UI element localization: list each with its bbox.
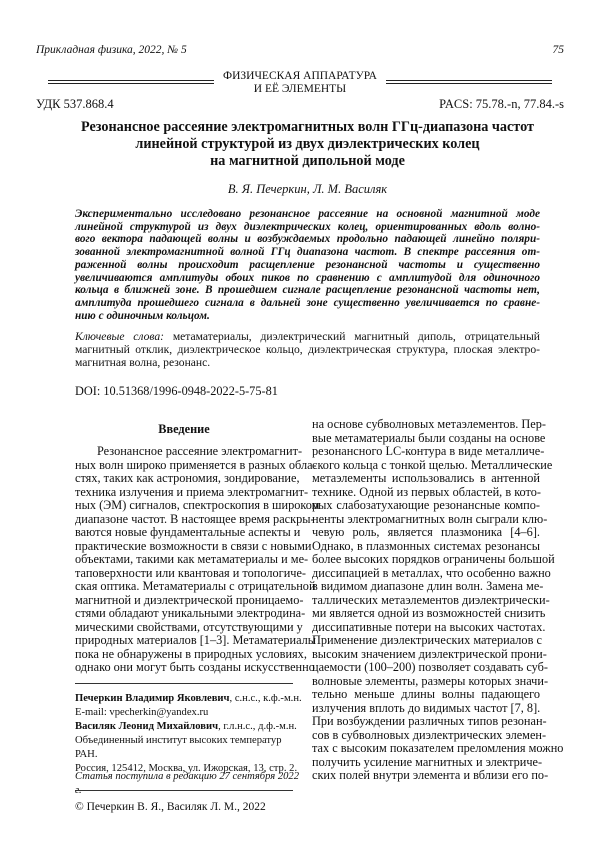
text-line: на основе субволновых метаэлементов. Пер-: [312, 418, 540, 432]
page-number: 75: [553, 44, 565, 56]
text-line: однако они могут быть созданы искусственно: [75, 661, 293, 675]
authors: В. Я. Печеркин, Л. М. Василяк: [75, 182, 540, 197]
text-line: амплитуда прошедшего сигнала в дальней зоне существенно увеличивается по сравне-: [75, 297, 540, 310]
text-line: в видимом диапазоне длин волн. Замена ме-: [312, 580, 540, 594]
footnote-authors: [75, 692, 305, 776]
received-date: Статья поступила в редакцию 27 сентября 2022 г.: [75, 770, 305, 798]
section-rule-left: [48, 80, 214, 84]
text-line: стями обладают уникальными электродина-: [75, 607, 293, 621]
section-heading: [220, 70, 380, 96]
text-line: сов в субволновых диэлектрических элемен-: [312, 729, 540, 743]
text-line: вого вектора падающей волны и возбуждаемых продольно падающей линейно поляри-: [75, 233, 540, 246]
keywords-label: Ключевые слова:: [75, 330, 164, 343]
copyright: © Печеркин В. Я., Василяк Л. М., 2022: [75, 800, 305, 814]
text-line: ских полей внутри элемента и вблизи его по-: [312, 769, 540, 783]
text-line: таповерхности или квантовая и топологиче-: [75, 567, 293, 581]
text-line: ных (ЭМ) сигналов, спектроскопия в широком: [75, 499, 293, 513]
keywords-line: магнитный отклик, диэлектрическое кольцо, диэлектрическая структура, плоская электро-: [75, 343, 540, 356]
footnote-divider: [75, 683, 293, 684]
text-line: ненты электромагнитных волн сыграли клю-: [312, 513, 540, 527]
text-line: раженной волны происходит расщепление резонансной частоты и существенно: [75, 259, 540, 272]
author1-email: E-mail: vpecherkin@yandex.ru: [75, 706, 305, 720]
text-line: таллических метаэлементов диэлектрически-: [312, 594, 540, 608]
text-line: ных волн широко применяется в разных обла-: [75, 459, 293, 473]
text-line: тах с высоким показателем преломления можно: [312, 742, 540, 756]
text-line: волновые элементы, размеры которых значи-: [312, 675, 540, 689]
text-line: кольца в ближней зоне. В прошедшем сигнале расщепление резонансной частоты нет,: [75, 284, 540, 297]
text-line: рых слабозатухающие резонансные компо-: [312, 499, 540, 513]
text-line: увеличиваются амплитуды обоих пиков по сравнению с амплитудой для одиночного: [75, 272, 540, 285]
text-line: линейной структурой из двух диэлектрических колец, ориентированных вдоль волно-: [75, 221, 540, 234]
text-line: нию с одиночным кольцом.: [75, 310, 540, 323]
title-line: на магнитной дипольной моде: [75, 153, 540, 170]
text-line: техника излучения и приема электромагнит-: [75, 486, 293, 500]
text-line: цаемости (100–200) позволяет создавать суб-: [312, 661, 540, 675]
keywords-line: магнитная волна, резонанс.: [75, 356, 540, 369]
text-line: диссипативные потери на высоких частотах.: [312, 621, 540, 635]
text-line: высоким значением диэлектрической прони-: [312, 648, 540, 662]
affiliation: Объединенный институт высоких температур РАН.: [75, 734, 305, 762]
section-rule-right: [386, 80, 552, 84]
section-heading-line: ФИЗИЧЕСКАЯ АППАРАТУРА: [220, 70, 380, 83]
text-line: чевую роль, является плазмоника [4–6].: [312, 526, 540, 540]
text-line: мическими свойствами, отсутствующими у: [75, 621, 293, 635]
title-line: Резонансное рассеяние электромагнитных волн ГГц-диапазона частот: [75, 119, 540, 136]
author2-name: Василяк Леонид Михайлович: [75, 721, 218, 732]
text-line: Однако, в плазмонных системах резонансы: [312, 540, 540, 554]
text-line: магнитной и диэлектрической проницаемо-: [75, 594, 293, 608]
text-line: метаэлементы использовались в антенной: [312, 472, 540, 486]
text-line: зованной электромагнитной волной ГГц диапазона частот. В спектре рассеяния от-: [75, 246, 540, 259]
text-line: ского кольца с тонкой щелью. Металлические: [312, 459, 540, 473]
author1-title: , с.н.с., к.ф.-м.н.: [230, 693, 302, 704]
keywords: [75, 330, 540, 369]
pacs-code: PACS: 75.78.-n, 77.84.-s: [439, 97, 564, 112]
abstract: [75, 208, 540, 322]
address: Россия, 125412, Москва, ул. Ижорская, 13, стр. 2.: [75, 762, 305, 776]
text-line: диапазоне частот. В настоящее время раскры-: [75, 513, 293, 527]
text-line: Резонансное рассеяние электромагнит-: [75, 445, 293, 459]
section-heading-line: И ЕЁ ЭЛЕМЕНТЫ: [220, 83, 380, 96]
section-heading-introduction: Введение: [75, 422, 293, 437]
text-line: объектами, такими как метаматериалы и ме-: [75, 553, 293, 567]
text-line: ми является одной из возможностей снизить: [312, 607, 540, 621]
author2-title: , г.л.н.с., д.ф.-м.н.: [218, 721, 297, 732]
title-line: линейной структурой из двух диэлектрических колец: [75, 136, 540, 153]
text-line: более высоких порядков ограничены большой: [312, 553, 540, 567]
text-line: стях, таких как астрономия, зондирование,: [75, 472, 293, 486]
text-line: получить усиление магнитных и электриче-: [312, 756, 540, 770]
text-line: ваются новые фундаментальные аспекты и: [75, 526, 293, 540]
right-column-text: [312, 418, 540, 783]
text-line: практические возможности в связи с новыми: [75, 540, 293, 554]
udc-code: УДК 537.868.4: [36, 97, 114, 112]
text-line: резонансного LC-контура в виде металличе-: [312, 445, 540, 459]
text-line: При возбуждении различных типов резонан-: [312, 715, 540, 729]
article-title: [75, 119, 540, 170]
text-line: тельно меньше длины волны падающего: [312, 688, 540, 702]
copyright-divider: [75, 790, 293, 791]
text-line: Применение диэлектрических материалов с: [312, 634, 540, 648]
doi: DOI: 10.51368/1996-0948-2022-5-75-81: [75, 384, 278, 399]
journal-name: Прикладная физика, 2022, № 5: [36, 44, 187, 56]
text-line: излучения вплоть до видимых частот [7, 8].: [312, 702, 540, 716]
left-column-text: [75, 445, 293, 675]
text-line: ская оптика. Метаматериалы с отрицательной: [75, 580, 293, 594]
keywords-line: [75, 330, 540, 343]
author1-name: Печеркин Владимир Яковлевич: [75, 693, 230, 704]
text-line: Экспериментально исследовано резонансное рассеяние на основной магнитной моде: [75, 208, 540, 221]
keywords-text: метаматериалы, диэлектрический магнитный диполь, отрицательный: [173, 330, 540, 343]
text-line: технике. Одной из первых областей, в кото-: [312, 486, 540, 500]
text-line: пока не обнаружены в природных условиях,: [75, 648, 293, 662]
text-line: диссипацией в металлах, что особенно важно: [312, 567, 540, 581]
text-line: вые метаматериалы были созданы на основе: [312, 432, 540, 446]
text-line: природных материалов [1–3]. Метаматериалы: [75, 634, 293, 648]
